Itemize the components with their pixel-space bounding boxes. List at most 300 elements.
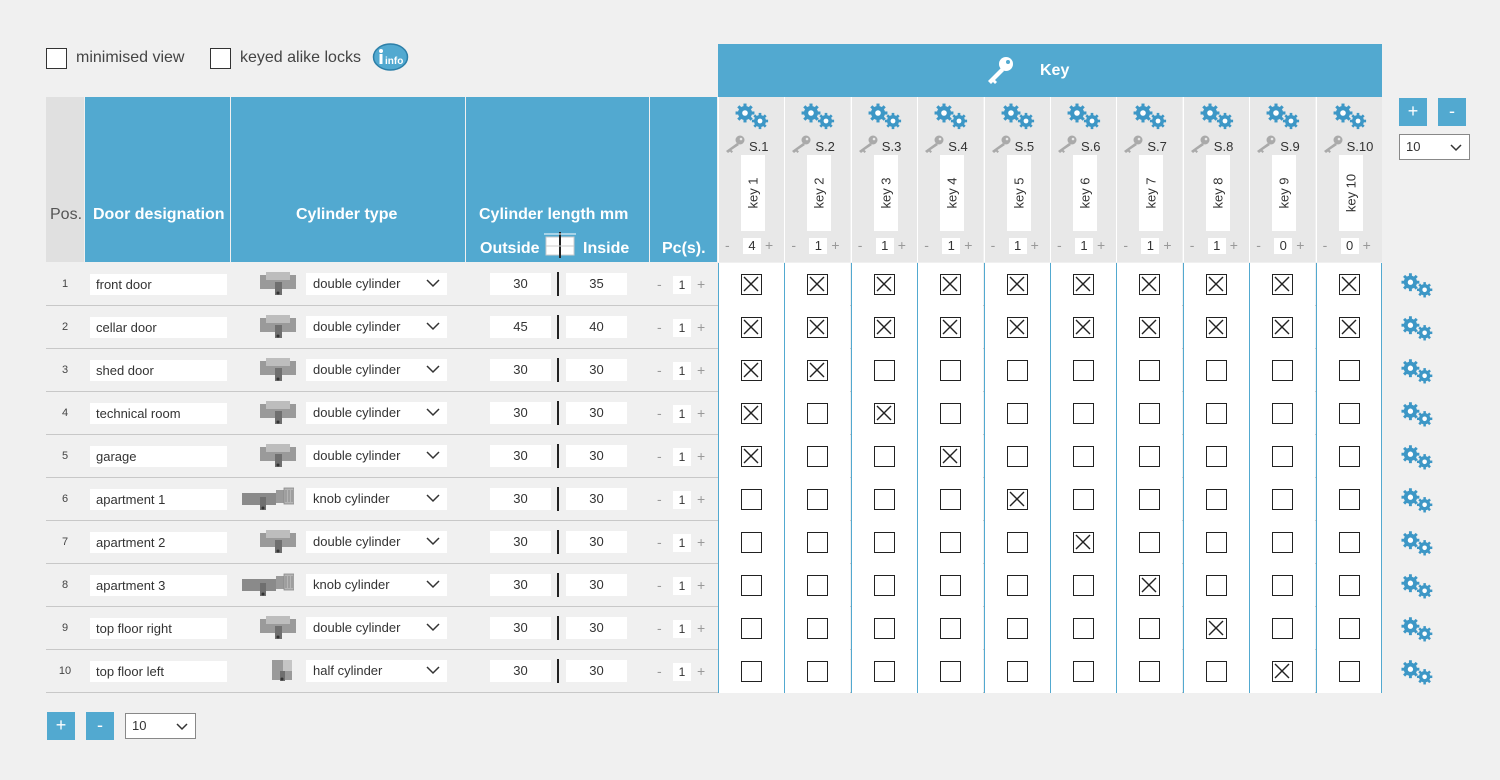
row-position: 5 [61, 450, 69, 462]
increment-button[interactable]: + [697, 491, 706, 507]
key-name-field[interactable] [1073, 155, 1097, 231]
key-assignment-checkbox[interactable] [940, 317, 961, 338]
key-assignment-checkbox[interactable] [807, 575, 828, 596]
gears-icon[interactable] [1400, 401, 1436, 429]
key-assignment-cell [1183, 263, 1249, 306]
cylinder-icon [260, 315, 296, 339]
key-column-1 [718, 97, 784, 262]
door-designation-input[interactable]: apartment 2 [90, 532, 227, 553]
cylinder-type-select[interactable] [306, 660, 447, 682]
increment-button[interactable]: + [697, 448, 706, 464]
table-row [46, 521, 1382, 564]
inside-length-input[interactable]: 40 [566, 316, 627, 338]
gears-icon[interactable] [1332, 103, 1370, 131]
key-assignment-checkbox[interactable] [1073, 489, 1094, 510]
key-assignment-checkbox[interactable] [1206, 360, 1227, 381]
info-icon[interactable] [372, 43, 409, 71]
cylinder-type-select[interactable] [306, 359, 447, 381]
increment-button[interactable]: + [1030, 237, 1039, 253]
key-assignment-cell [1249, 392, 1315, 435]
outside-length-input[interactable]: 30 [490, 660, 551, 682]
key-name-field[interactable] [1339, 155, 1363, 231]
key-assignment-checkbox[interactable] [1272, 403, 1293, 424]
decrement-button[interactable]: - [657, 319, 662, 335]
key-assignment-cell [1316, 650, 1382, 693]
key-assignment-checkbox[interactable] [741, 360, 762, 381]
increment-button[interactable]: + [1097, 237, 1106, 253]
outside-length-input[interactable]: 30 [490, 445, 551, 467]
cylinder-type-select[interactable] [306, 617, 447, 639]
pieces-value[interactable]: 1 [673, 362, 691, 380]
length-divider [557, 659, 559, 683]
key-assignment-checkbox[interactable] [1206, 446, 1227, 467]
key-assignment-checkbox[interactable] [1007, 618, 1028, 639]
cylinder-type-value: half cylinder [313, 663, 383, 678]
table-row [46, 306, 1382, 349]
increment-button[interactable]: + [697, 534, 706, 550]
key-assignment-checkbox[interactable] [1007, 532, 1028, 553]
key-count-value[interactable]: 1 [942, 238, 960, 254]
key-count-stepper [1117, 238, 1183, 254]
key-icon [923, 135, 945, 153]
key-assignment-checkbox[interactable] [1007, 317, 1028, 338]
key-assignment-cell [917, 263, 983, 306]
key-assignment-checkbox[interactable] [807, 403, 828, 424]
cylinder-type-select[interactable] [306, 574, 447, 596]
increment-button[interactable]: + [964, 237, 973, 253]
key-column-7 [1116, 97, 1182, 262]
key-name-field[interactable] [1272, 155, 1296, 231]
gears-icon[interactable] [734, 103, 772, 131]
key-assignment-checkbox[interactable] [1007, 274, 1028, 295]
pieces-value[interactable]: 1 [673, 620, 691, 638]
key-assignment-cell [718, 478, 784, 521]
pieces-value[interactable]: 1 [673, 448, 691, 466]
key-assignment-checkbox[interactable] [1272, 446, 1293, 467]
key-assignment-checkbox[interactable] [874, 618, 895, 639]
gears-icon[interactable] [1400, 272, 1436, 300]
key-assignment-checkbox[interactable] [1139, 403, 1160, 424]
gears-icon[interactable] [1400, 487, 1436, 515]
key-assignment-checkbox[interactable] [1073, 360, 1094, 381]
increment-button[interactable]: + [765, 237, 774, 253]
key-assignment-checkbox[interactable] [807, 532, 828, 553]
gears-icon[interactable] [1132, 103, 1170, 131]
key-count-value[interactable]: 4 [743, 238, 761, 254]
key-name-label: key 4 [944, 177, 960, 209]
key-assignment-checkbox[interactable] [807, 274, 828, 295]
key-assignment-checkbox[interactable] [940, 661, 961, 682]
door-designation-input[interactable]: technical room [90, 403, 227, 424]
key-count-value[interactable]: 1 [876, 238, 894, 254]
key-assignment-cell [1116, 564, 1182, 607]
key-assignment-checkbox[interactable] [1206, 274, 1227, 295]
key-assignment-cell [1116, 306, 1182, 349]
gears-icon[interactable] [1400, 616, 1436, 644]
length-divider [557, 530, 559, 554]
gears-icon[interactable] [1400, 573, 1436, 601]
key-assignment-checkbox[interactable] [1206, 575, 1227, 596]
door-designation-input[interactable]: shed door [90, 360, 227, 381]
key-assignment-cell [1183, 306, 1249, 349]
decrement-button[interactable]: - [1189, 237, 1195, 253]
key-assignment-cell [917, 349, 983, 392]
outside-length-input[interactable]: 30 [490, 531, 551, 553]
key-assignment-cell [1050, 435, 1116, 478]
key-assignment-checkbox[interactable] [940, 489, 961, 510]
cylinder-type-select[interactable] [306, 531, 447, 553]
increment-button[interactable]: + [697, 577, 706, 593]
key-assignment-checkbox[interactable] [1139, 446, 1160, 467]
increment-button[interactable]: + [1296, 237, 1305, 253]
key-assignment-checkbox[interactable] [1139, 360, 1160, 381]
row-position: 7 [61, 536, 69, 548]
key-assignment-checkbox[interactable] [741, 274, 762, 295]
key-name-field[interactable] [874, 155, 898, 231]
increment-button[interactable]: + [897, 237, 906, 253]
key-assignment-checkbox[interactable] [1073, 446, 1094, 467]
key-assignment-checkbox[interactable] [1339, 317, 1360, 338]
keyed-alike-checkbox[interactable] [210, 48, 231, 69]
inside-length-input[interactable]: 30 [566, 402, 627, 424]
key-assignment-checkbox[interactable] [807, 360, 828, 381]
key-icon [990, 135, 1012, 153]
key-assignment-checkbox[interactable] [1139, 274, 1160, 295]
decrement-button[interactable]: - [1256, 237, 1261, 253]
pieces-value[interactable]: 1 [673, 534, 691, 552]
increment-button[interactable]: + [1362, 237, 1371, 253]
key-assignment-checkbox[interactable] [1339, 575, 1360, 596]
key-count-value[interactable]: 1 [1141, 238, 1159, 254]
key-assignment-checkbox[interactable] [1339, 360, 1360, 381]
key-count-value[interactable]: 1 [1208, 238, 1226, 254]
key-assignment-checkbox[interactable] [1339, 489, 1360, 510]
key-assignment-checkbox[interactable] [1272, 274, 1293, 295]
key-assignment-checkbox[interactable] [1339, 403, 1360, 424]
key-assignment-checkbox[interactable] [1073, 661, 1094, 682]
key-assignment-checkbox[interactable] [1139, 661, 1160, 682]
key-count-dropdown[interactable] [1399, 134, 1470, 160]
door-designation-input[interactable]: garage [90, 446, 227, 467]
key-assignment-checkbox[interactable] [874, 661, 895, 682]
key-assignment-checkbox[interactable] [874, 575, 895, 596]
door-designation-input[interactable]: top floor left [90, 661, 227, 682]
increment-button[interactable]: + [697, 362, 706, 378]
decrement-button[interactable]: - [657, 448, 662, 464]
decrement-button[interactable]: - [725, 237, 730, 253]
gears-icon[interactable] [867, 103, 905, 131]
key-assignment-checkbox[interactable] [874, 274, 895, 295]
key-assignment-checkbox[interactable] [807, 618, 828, 639]
increment-button[interactable]: + [697, 620, 706, 636]
table-row [46, 478, 1382, 521]
decrement-button[interactable]: - [657, 534, 662, 550]
inside-length-input[interactable]: 35 [566, 273, 627, 295]
key-assignment-checkbox[interactable] [940, 403, 961, 424]
increment-button[interactable]: + [697, 405, 706, 421]
key-assignment-checkbox[interactable] [1206, 618, 1227, 639]
key-assignment-checkbox[interactable] [1272, 575, 1293, 596]
pieces-value[interactable]: 1 [673, 405, 691, 423]
key-assignment-checkbox[interactable] [1007, 403, 1028, 424]
key-assignment-checkbox[interactable] [940, 618, 961, 639]
key-assignment-checkbox[interactable] [807, 661, 828, 682]
key-assignment-checkbox[interactable] [807, 489, 828, 510]
chevron-down-icon [426, 622, 440, 632]
gears-icon[interactable] [1265, 103, 1303, 131]
pieces-value[interactable]: 1 [673, 577, 691, 595]
key-column-6 [1050, 97, 1116, 262]
key-assignment-checkbox[interactable] [1272, 317, 1293, 338]
key-assignment-checkbox[interactable] [1139, 489, 1160, 510]
key-assignment-checkbox[interactable] [741, 317, 762, 338]
key-assignment-checkbox[interactable] [1139, 317, 1160, 338]
key-assignment-checkbox[interactable] [741, 403, 762, 424]
decrement-button[interactable]: - [657, 663, 662, 679]
outside-length-input[interactable]: 30 [490, 273, 551, 295]
cylinder-length-label: Cylinder length mm [479, 206, 629, 223]
key-assignment-checkbox[interactable] [741, 489, 762, 510]
key-assignment-checkbox[interactable] [940, 360, 961, 381]
key-assignment-checkbox[interactable] [940, 575, 961, 596]
decrement-button[interactable]: - [657, 577, 662, 593]
key-assignment-checkbox[interactable] [1339, 618, 1360, 639]
key-assignment-cell [1316, 392, 1382, 435]
increment-button[interactable]: + [697, 319, 706, 335]
key-assignment-checkbox[interactable] [1139, 575, 1160, 596]
increment-button[interactable]: + [1229, 237, 1238, 253]
key-name-label: key 2 [811, 177, 827, 209]
outside-length-input[interactable]: 30 [490, 402, 551, 424]
decrement-button[interactable]: - [857, 237, 863, 253]
key-assignment-checkbox[interactable] [1073, 274, 1094, 295]
key-name-field[interactable] [1139, 155, 1163, 231]
inside-length-input[interactable]: 30 [566, 660, 627, 682]
inside-length-input[interactable]: 30 [566, 359, 627, 381]
key-count-value[interactable]: 1 [1009, 238, 1027, 254]
add-key-button[interactable]: + [1399, 98, 1427, 126]
remove-key-button[interactable]: - [1438, 98, 1466, 126]
key-assignment-checkbox[interactable] [1139, 618, 1160, 639]
keyed-alike-option[interactable] [210, 45, 361, 71]
gears-icon[interactable] [1066, 103, 1104, 131]
length-divider [557, 358, 559, 382]
decrement-button[interactable]: - [657, 405, 662, 421]
key-assignment-checkbox[interactable] [1007, 575, 1028, 596]
key-assignment-checkbox[interactable] [741, 661, 762, 682]
pos-header-label: Pos. [50, 206, 83, 223]
key-name-field[interactable] [1007, 155, 1031, 231]
decrement-button[interactable]: - [924, 237, 929, 253]
key-count-value[interactable]: 0 [1274, 238, 1292, 254]
key-name-field[interactable] [807, 155, 831, 231]
door-designation-input[interactable]: apartment 3 [90, 575, 227, 596]
key-assignment-checkbox[interactable] [1073, 532, 1094, 553]
cylinder-type-select[interactable] [306, 402, 447, 424]
gears-icon[interactable] [800, 103, 838, 131]
gears-icon[interactable] [1400, 659, 1436, 687]
key-count-stepper [918, 238, 984, 254]
key-assignment-checkbox[interactable] [1272, 532, 1293, 553]
gears-icon[interactable] [1199, 103, 1237, 131]
outside-length-input[interactable]: 30 [490, 359, 551, 381]
inside-length-input[interactable]: 30 [566, 574, 627, 596]
decrement-button[interactable]: - [657, 276, 662, 292]
row-count-dropdown[interactable] [125, 713, 196, 739]
pieces-value[interactable]: 1 [673, 663, 691, 681]
key-assignment-checkbox[interactable] [1339, 274, 1360, 295]
door-designation-input[interactable]: apartment 1 [90, 489, 227, 510]
key-assignment-checkbox[interactable] [874, 532, 895, 553]
cylinder-length-header [466, 97, 649, 262]
key-assignment-checkbox[interactable] [1272, 661, 1293, 682]
key-assignment-cell [1249, 478, 1315, 521]
key-assignment-checkbox[interactable] [1007, 360, 1028, 381]
increment-button[interactable]: + [697, 663, 706, 679]
cylinder-type-select[interactable] [306, 316, 447, 338]
chevron-down-icon [1450, 143, 1462, 152]
decrement-button[interactable]: - [657, 491, 662, 507]
row-position: 8 [61, 579, 69, 591]
key-assignment-checkbox[interactable] [874, 360, 895, 381]
key-assignment-checkbox[interactable] [1073, 403, 1094, 424]
length-divider [557, 272, 559, 296]
minimised-view-checkbox[interactable] [46, 48, 67, 69]
key-assignment-cell [917, 306, 983, 349]
increment-button[interactable]: + [1163, 237, 1172, 253]
key-assignment-checkbox[interactable] [1206, 532, 1227, 553]
key-name-field[interactable] [741, 155, 765, 231]
key-assignment-cell [1050, 650, 1116, 693]
key-assignment-cell [718, 435, 784, 478]
key-assignment-checkbox[interactable] [1339, 446, 1360, 467]
door-designation-input[interactable]: top floor right [90, 618, 227, 639]
key-assignment-cell [984, 478, 1050, 521]
key-assignment-checkbox[interactable] [807, 317, 828, 338]
decrement-button[interactable]: - [791, 237, 797, 253]
key-assignment-cell [1316, 306, 1382, 349]
key-assignment-checkbox[interactable] [874, 403, 895, 424]
key-assignment-checkbox[interactable] [1073, 618, 1094, 639]
key-assignment-checkbox[interactable] [1007, 661, 1028, 682]
key-assignment-checkbox[interactable] [1206, 403, 1227, 424]
key-count-value[interactable]: 1 [809, 238, 827, 254]
decrement-button[interactable]: - [657, 620, 662, 636]
key-assignment-checkbox[interactable] [1139, 532, 1160, 553]
cylinder-type-select[interactable] [306, 273, 447, 295]
key-assignment-checkbox[interactable] [1339, 532, 1360, 553]
door-designation-input[interactable]: front door [90, 274, 227, 295]
key-assignment-checkbox[interactable] [874, 317, 895, 338]
key-assignment-checkbox[interactable] [1073, 575, 1094, 596]
remove-row-button[interactable]: - [86, 712, 114, 740]
gears-icon[interactable] [1000, 103, 1038, 131]
key-assignment-checkbox[interactable] [1272, 360, 1293, 381]
pieces-value[interactable]: 1 [673, 276, 691, 294]
key-assignment-cell [917, 650, 983, 693]
key-assignment-checkbox[interactable] [741, 618, 762, 639]
decrement-button[interactable]: - [990, 237, 996, 253]
decrement-button[interactable]: - [657, 362, 662, 378]
outside-length-input[interactable]: 30 [490, 574, 551, 596]
add-row-button[interactable]: + [47, 712, 75, 740]
key-assignment-cell [1183, 392, 1249, 435]
outside-length-input[interactable]: 30 [490, 488, 551, 510]
inside-length-input[interactable]: 30 [566, 617, 627, 639]
key-assignment-checkbox[interactable] [1206, 661, 1227, 682]
key-header-label: Key [1040, 62, 1070, 79]
key-assignment-checkbox[interactable] [1272, 618, 1293, 639]
key-assignment-checkbox[interactable] [1206, 317, 1227, 338]
minimised-view-option[interactable] [46, 45, 184, 71]
decrement-button[interactable]: - [1123, 237, 1129, 253]
key-assignment-checkbox[interactable] [874, 489, 895, 510]
pieces-value[interactable]: 1 [673, 319, 691, 337]
key-assignment-checkbox[interactable] [1007, 446, 1028, 467]
inside-length-input[interactable]: 30 [566, 445, 627, 467]
pieces-stepper [654, 448, 710, 466]
pcs-label: Pc(s). [662, 240, 706, 257]
key-assignment-checkbox[interactable] [741, 532, 762, 553]
key-assignment-checkbox[interactable] [1339, 661, 1360, 682]
increment-button[interactable]: + [831, 237, 840, 253]
key-name-field[interactable] [940, 155, 964, 231]
increment-button[interactable]: + [697, 276, 706, 292]
gears-icon[interactable] [1400, 315, 1436, 343]
key-assignment-cell [984, 349, 1050, 392]
gears-icon[interactable] [1400, 358, 1436, 386]
key-assignment-checkbox[interactable] [1007, 489, 1028, 510]
key-assignment-checkbox[interactable] [940, 274, 961, 295]
door-designation-input[interactable]: cellar door [90, 317, 227, 338]
decrement-button[interactable]: - [1057, 237, 1062, 253]
key-count-value[interactable]: 1 [1075, 238, 1093, 254]
outside-length-input[interactable]: 45 [490, 316, 551, 338]
inside-length-input[interactable]: 30 [566, 531, 627, 553]
key-assignment-cell [851, 478, 917, 521]
key-count-value[interactable]: 0 [1341, 238, 1359, 254]
gears-icon[interactable] [933, 103, 971, 131]
cylinder-icon [260, 358, 296, 382]
key-assignment-cell [1183, 564, 1249, 607]
cylinder-type-select[interactable] [306, 445, 447, 467]
key-name-field[interactable] [1206, 155, 1230, 231]
key-name-label: key 5 [1011, 177, 1027, 209]
key-assignment-cell [718, 650, 784, 693]
key-assignment-cell [1116, 521, 1182, 564]
cylinder-type-select[interactable] [306, 488, 447, 510]
table-row [46, 263, 1382, 306]
pieces-value[interactable]: 1 [673, 491, 691, 509]
key-assignment-cell [984, 392, 1050, 435]
key-assignment-checkbox[interactable] [1206, 489, 1227, 510]
decrement-button[interactable]: - [1322, 237, 1328, 253]
key-assignment-checkbox[interactable] [1272, 489, 1293, 510]
key-assignment-checkbox[interactable] [741, 575, 762, 596]
key-assignment-checkbox[interactable] [741, 446, 762, 467]
key-assignment-checkbox[interactable] [874, 446, 895, 467]
key-assignment-checkbox[interactable] [940, 532, 961, 553]
key-assignment-checkbox[interactable] [807, 446, 828, 467]
outside-length-input[interactable]: 30 [490, 617, 551, 639]
key-assignment-checkbox[interactable] [1073, 317, 1094, 338]
key-icon [857, 135, 879, 153]
gears-icon[interactable] [1400, 444, 1436, 472]
key-assignment-cell [851, 349, 917, 392]
key-assignment-checkbox[interactable] [940, 446, 961, 467]
gears-icon[interactable] [1400, 530, 1436, 558]
inside-length-input[interactable]: 30 [566, 488, 627, 510]
